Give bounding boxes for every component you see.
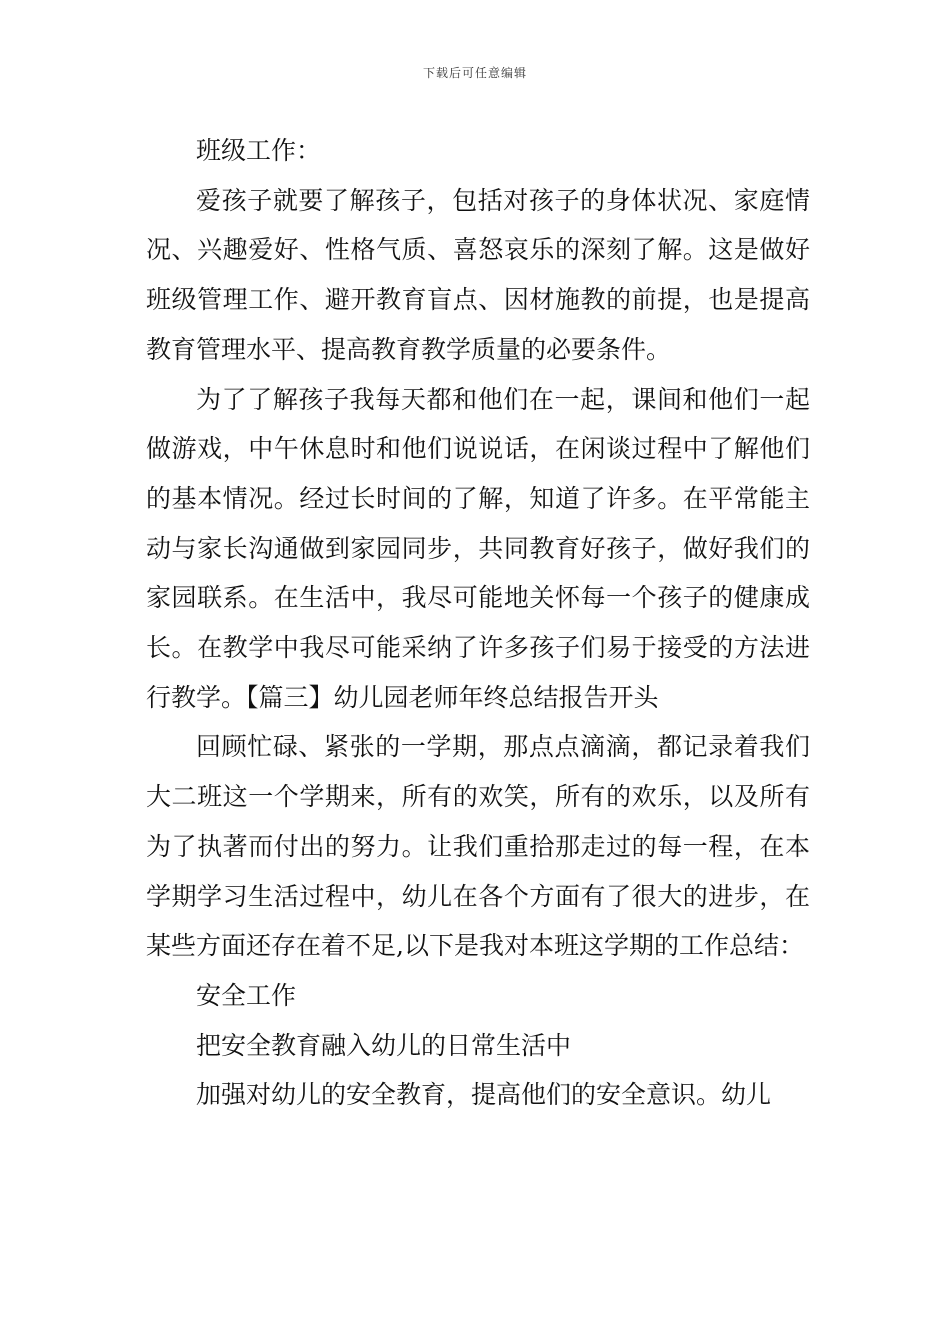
paragraph-safety-awareness: 加强对幼儿的安全教育，提高他们的安全意识。幼儿 bbox=[196, 1080, 772, 1110]
page-header-note: 下载后可任意编辑 bbox=[422, 66, 527, 80]
section-heading-safety-work: 安全工作 bbox=[196, 980, 297, 1010]
document-body bbox=[146, 126, 810, 1120]
paragraph-daily-contact: 为了了解孩子我每天都和他们在一起，课间和他们一起做游戏，中午休息时和他们说说话，在闲谈过程中了解他们的基本情况。经过长时间的了解，知道了许多。在平常能主动与家长沟通做到家园同步，共同教育好孩子，做好我们的家园联系。在生活中，我尽可能地关怀每一个孩子的健康成长。在教学中我尽可能采纳了许多孩子们易于接受的方法进行教学。【篇三】幼儿园老师年终总结报告开头 bbox=[146, 384, 810, 712]
subheading-safety-education: 把安全教育融入幼儿的日常生活中 bbox=[196, 1030, 572, 1060]
section-heading-class-work: 班级工作： bbox=[196, 136, 322, 165]
paragraph-understand-children: 爱孩子就要了解孩子，包括对孩子的身体状况、家庭情况、兴趣爱好、性格气质、喜怒哀乐的深刻了解。这是做好班级管理工作、避开教育盲点、因材施教的前提，也是提高教育管理水平、提高教育教学质量的必要条件。 bbox=[146, 185, 810, 364]
paragraph-semester-review: 回顾忙碌、紧张的一学期，那点点滴滴，都记录着我们大二班这一个学期来，所有的欢笑，所有的欢乐，以及所有为了执著而付出的努力。让我们重拾那走过的每一程，在本学期学习生活过程中，幼儿在各个方面有了很大的进步，在某些方面还存在着不足,以下是我对本班这学期的工作总结： bbox=[146, 732, 810, 961]
